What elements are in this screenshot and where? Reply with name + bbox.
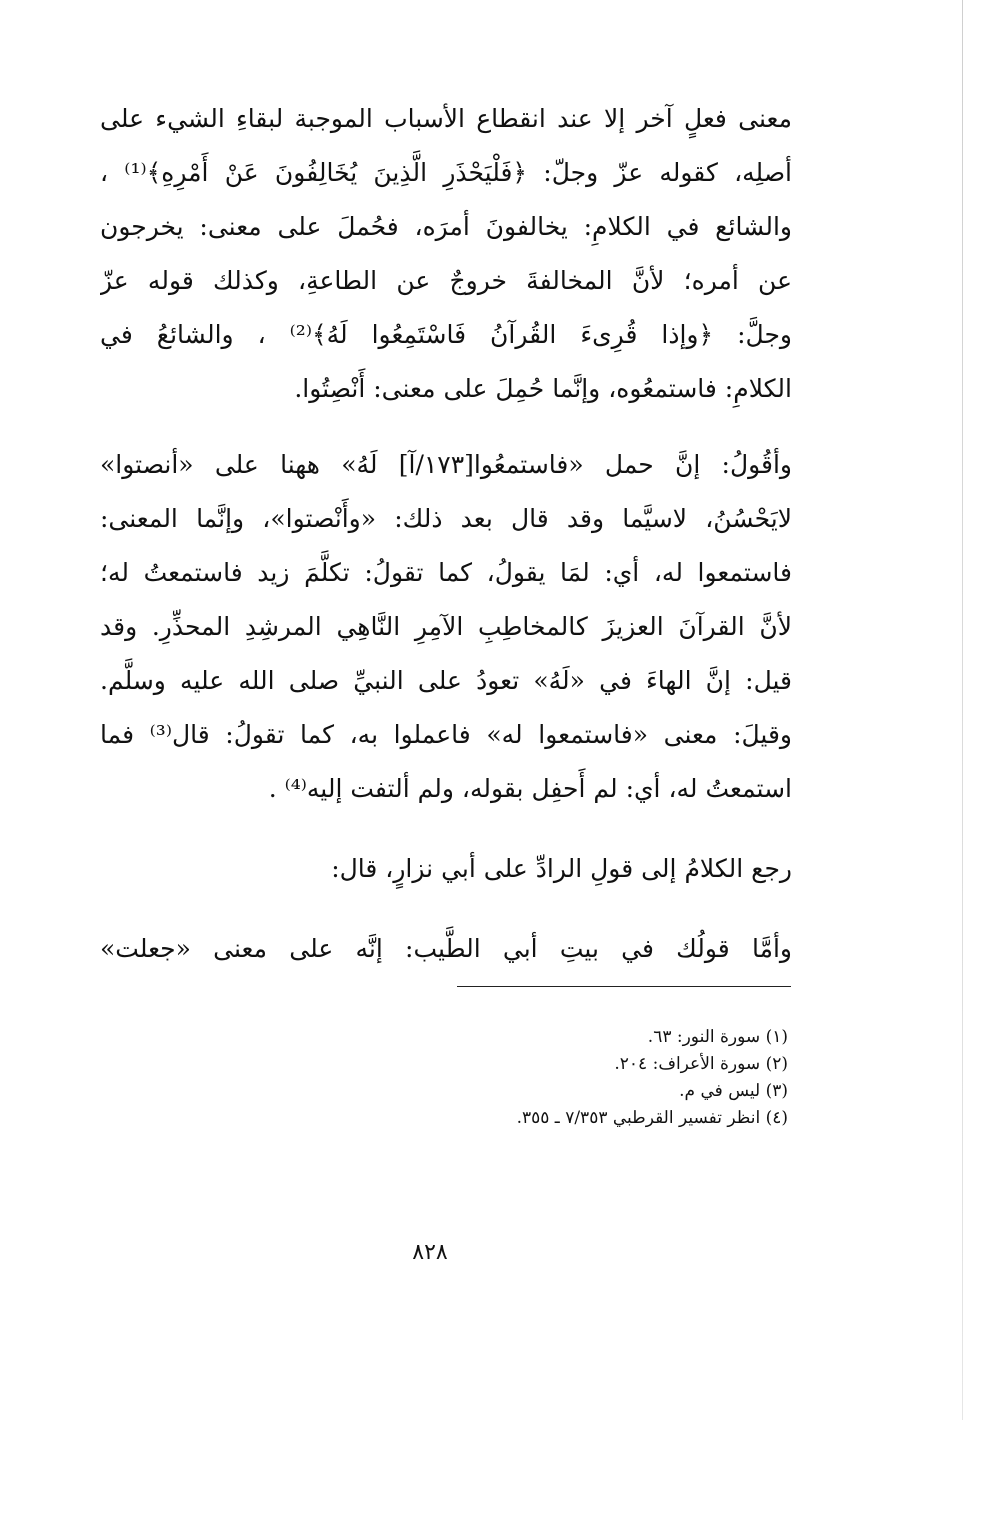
main-text: [100, 92, 792, 976]
text-line: وأمَّا قولُك في بيتِ أبي الطَّيب: إنَّه على معنى «جعلت»: [100, 934, 792, 963]
footnote: (٣) ليس في م.: [679, 1081, 788, 1101]
text-line: وقيلَ: معنى «فاستمعوا له» فاعملوا به، كما تقولُ: قال⁽³⁾ فما: [100, 720, 792, 749]
footnote: (١) سورة النور: ٦٣.: [647, 1027, 788, 1047]
text-line: الكلامِ: فاستمعُوه، وإنَّما حُمِلَ على معنى: أَنْصِتُوا.: [294, 374, 792, 403]
paragraph-2: [100, 438, 792, 816]
footnotes: [300, 1024, 788, 1132]
footnote: (٢) سورة الأعراف: ٢٠٤.: [614, 1054, 788, 1074]
text-line: وأقُولُ: إنَّ حمل «فاستمعُوا[١٧٣/آ] لَهُ» ههنا على «أنصتوا»: [100, 450, 792, 479]
footnote: (٤) انظر تفسير القرطبي ٧/٣٥٣ ـ ٣٥٥.: [516, 1108, 788, 1128]
text-line: لايَحْسُنُ، لاسيَّما وقد قال بعد ذلك: «وأَنْصتوا»، وإنَّما المعنى:: [100, 504, 792, 533]
paragraph-1: [100, 92, 792, 416]
text-line: رجع الكلامُ إلى قولِ الرادِّ على أبي نزارٍ، قال:: [331, 854, 792, 883]
page-number: ٨٢٨: [412, 1240, 448, 1265]
text-line: عن أمره؛ لأنَّ المخالفةَ خروجٌ عن الطاعةِ، وكذلك قوله عزّ: [100, 266, 792, 295]
text-line: فاستمعوا له، أي: لمَا يقولُ، كما تقولُ: تكلَّمَ زيد فاستمعتُ له؛: [100, 558, 792, 587]
text-line: استمعتُ له، أي: لم أَحفِل بقوله، ولم ألتفت إليه⁽⁴⁾ .: [268, 774, 792, 803]
text-line: والشائع في الكلامِ: يخالفونَ أمرَه، فحُملَ على معنى: يخرجون: [100, 212, 792, 241]
footnote-separator: [457, 986, 791, 987]
text-line: معنى فعلٍ آخر إلا عند انقطاع الأسباب الموجبة لبقاءِ الشيء على: [100, 104, 792, 133]
text-line: قيل: إنَّ الهاءَ في «لَهُ» تعودُ على النبيِّ صلى الله عليه وسلَّم.: [100, 666, 792, 695]
paragraph-4: [100, 922, 792, 976]
text-line: لأنَّ القرآنَ العزيزَ كالمخاطِبِ الآمِرِ النَّاهِي المرشِدِ المحذِّرِ. وقد: [100, 612, 792, 641]
text-line: وجلَّ: ﴿وإذا قُرِىءَ القُرآنُ فَاسْتَمِعُوا لَهُ﴾⁽²⁾ ، والشائعُ في: [100, 320, 792, 349]
scan-edge-line: [962, 0, 963, 1420]
text-line: أصلِه، كقوله عزّ وجلّ: ﴿فَلْيَحْذَرِ الَّذِينَ يُخَالِفُونَ عَنْ أَمْرِهِ﴾⁽¹⁾ ،: [100, 158, 792, 187]
paragraph-3: [100, 842, 792, 896]
